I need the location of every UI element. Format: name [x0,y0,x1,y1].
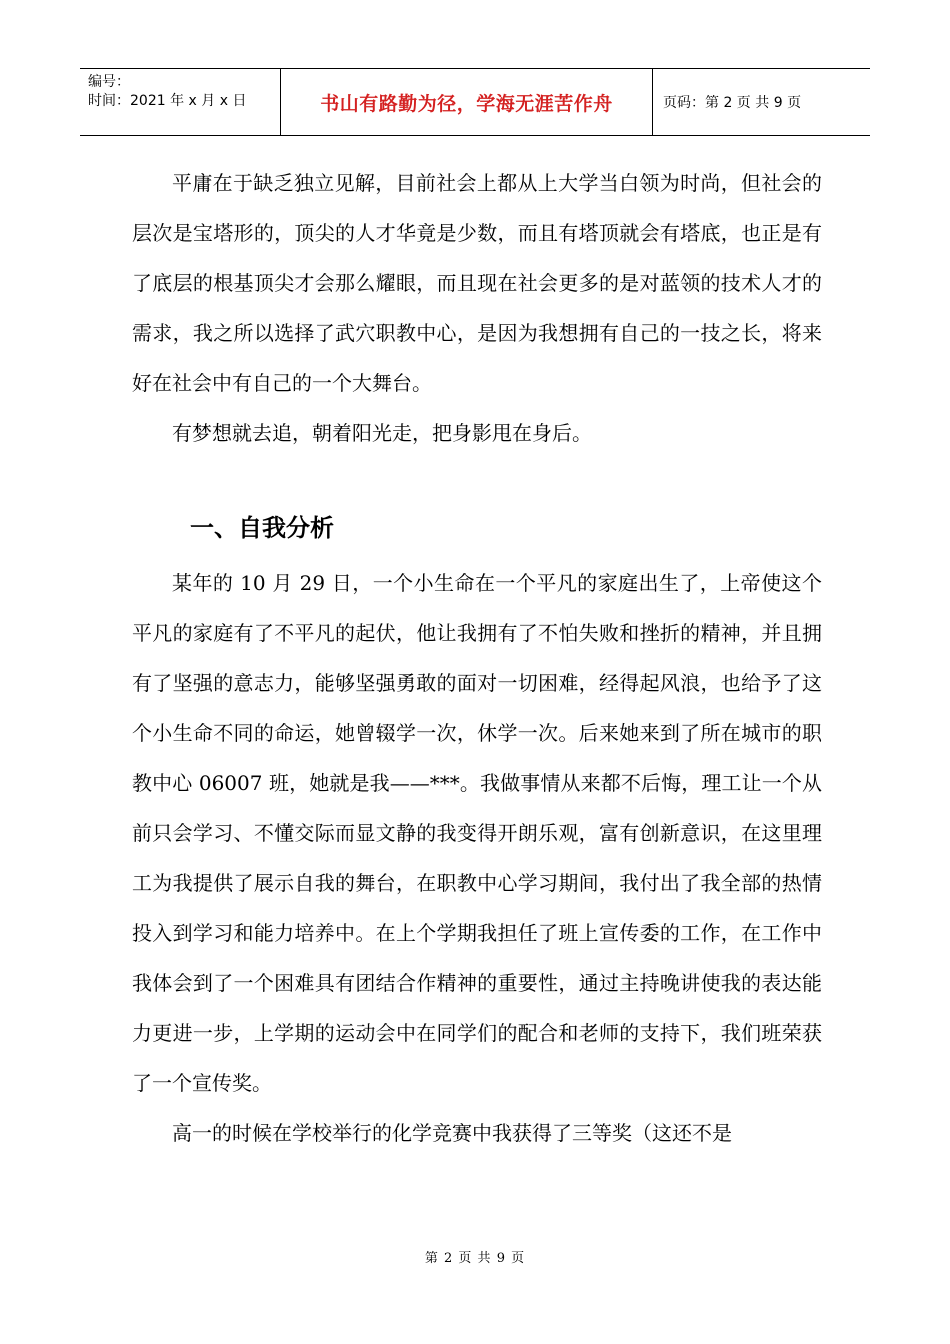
body-paragraph: 高一的时候在学校举行的化学竞赛中我获得了三等奖（这还不是 [172,1121,732,1145]
header-motto: 书山有路勤为径，学海无涯苦作舟 [320,92,613,115]
document-body [132,158,822,1158]
document-date: 时间：2021 年 x 月 x 日 [88,93,247,109]
document-number-label: 编号： [88,74,130,90]
body-paragraph: 某年的 10 月 29 日，一个小生命在一个平凡的家庭出生了，上帝使这个平凡的家庭有了不平凡的起伏，他让我拥有了不怕失败和挫折的精神，并且拥有了坚强的意志力，能够坚强勇敢的面对一切困难，经得起风浪，也给予了这个小生命不同的命运，她曾辍学一次，休学一次。后来她来到了所在城市的职教中心 06007 班，她就是我——***。我做事情从来都不后悔，理工让一个从前只会学习、不懂交际而显文静的我变得开朗乐观，富有创新意识，在这里理工为我提供了展示自我的舞台，在职教中心学习期间，我付出了我全部的热情投入到学习和能力培养中。在上个学期我担任了班上宣传委的工作，在工作中我体会到了一个困难具有团结合作精神的重要性，通过主持晚讲使我的表达能力更进一步，上学期的运动会中在同学们的配合和老师的支持下，我们班荣获了一个宣传奖。 [132,571,822,1095]
body-paragraph: 有梦想就去追，朝着阳光走，把身影甩在身后。 [172,421,592,445]
footer-page-number: 第 2 页 共 9 页 [424,1251,526,1266]
section-spacer [132,458,822,498]
body-paragraph: 平庸在于缺乏独立见解，目前社会上都从上大学当白领为时尚，但社会的层次是宝塔形的，顶尖的人才华竟是少数，而且有塔顶就会有塔底，也正是有了底层的根基顶尖才会那么耀眼，而且现在社会更多的是对蓝领的技术人才的需求，我之所以选择了武穴职教中心，是因为我想拥有自己的一技之长，将来好在社会中有自己的一个大舞台。 [132,171,822,395]
header-meta-cell [80,69,281,135]
document-header [80,68,870,136]
header-motto-cell [281,69,653,135]
page-footer [0,1247,950,1266]
section-heading: 一、自我分析 [190,514,334,542]
header-page-cell [653,69,870,135]
header-page-info: 页码：第 2 页 共 9 页 [663,95,802,111]
